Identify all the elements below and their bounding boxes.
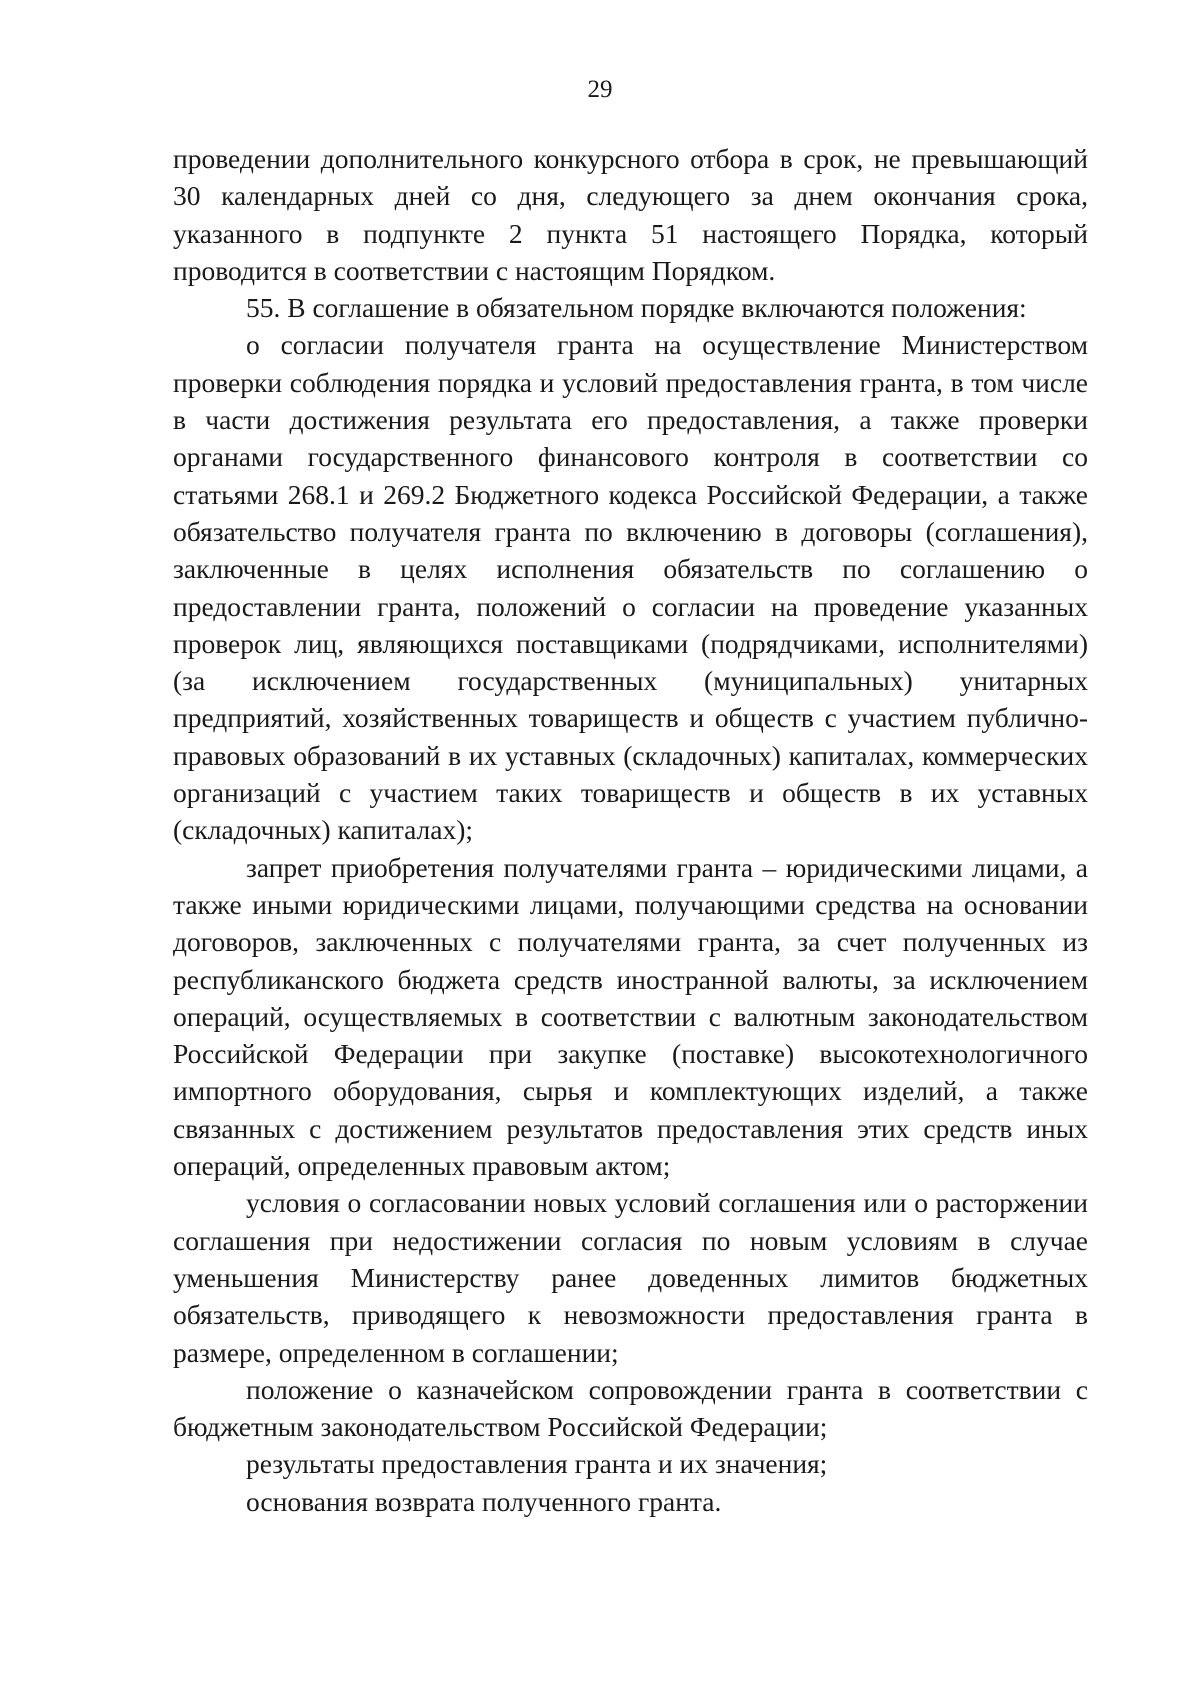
paragraph-item-55: 55. В соглашение в обязательном порядке включаются положения:: [246, 292, 1027, 324]
page-number: 29: [587, 76, 613, 103]
document-body: [173, 140, 1088, 1520]
paragraph-continuation: проведении дополнительного конкурсного отбора в срок, не превышающий 30 календарных дней со дня, следующего за днем окончания срока, указанного в подпункте 2 пункта 51 настоящего Порядка, который проводится в соответствии с настоящим Порядком.: [173, 143, 1088, 286]
paragraph-currency-ban: запрет приобретения получателями гранта – юридическими лицами, а также иными юридическими лицами, получающими средства на основании договоров, заключенных с получателями гранта, за счет полученных из республиканского бюджета средств иностранной валюты, за исключением операций, осуществляемых в соответствии с валютным законодательством Российской Федерации при закупке (поставке) высокотехнологичного импортного оборудования, сырья и комплектующих изделий, а также связанных с достижением результатов предоставления этих средств иных операций, определенных правовым актом;: [173, 851, 1088, 1182]
paragraph-treasury-support: положение о казначейском сопровождении гранта в соответствии с бюджетным законодательством Российской Федерации;: [173, 1373, 1088, 1443]
paragraph-new-conditions: условия о согласовании новых условий соглашения или о расторжении соглашения при недостижении согласия по новым условиям в случае уменьшения Министерству ранее доведенных лимитов бюджетных обязательств, приводящего к невозможности предоставления гранта в размере, определенном в соглашении;: [173, 1187, 1088, 1368]
paragraph-results: результаты предоставления гранта и их значения;: [246, 1448, 828, 1480]
paragraph-consent-provision: о согласии получателя гранта на осуществление Министерством проверки соблюдения порядка и условий предоставления гранта, в том числе в части достижения результата его предоставления, а также проверки органами государственного финансового контроля в соответствии со статьями 268.1 и 269.2 Бюджетного кодекса Российской Федерации, а также обязательство получателя гранта по включению в договоры (соглашения), заключенные в целях исполнения обязательств по соглашению о предоставлении гранта, положений о согласии на проведение указанных проверок лиц, являющихся поставщиками (подрядчиками, исполнителями) (за исключением государственных (муниципальных) унитарных предприятий, хозяйственных товариществ и обществ с участием публично-правовых образований в их уставных (складочных) капиталах, коммерческих организаций с участием таких товариществ и обществ в их уставных (складочных) капиталах);: [173, 329, 1088, 846]
paragraph-refund-grounds: основания возврата полученного гранта.: [246, 1485, 722, 1517]
